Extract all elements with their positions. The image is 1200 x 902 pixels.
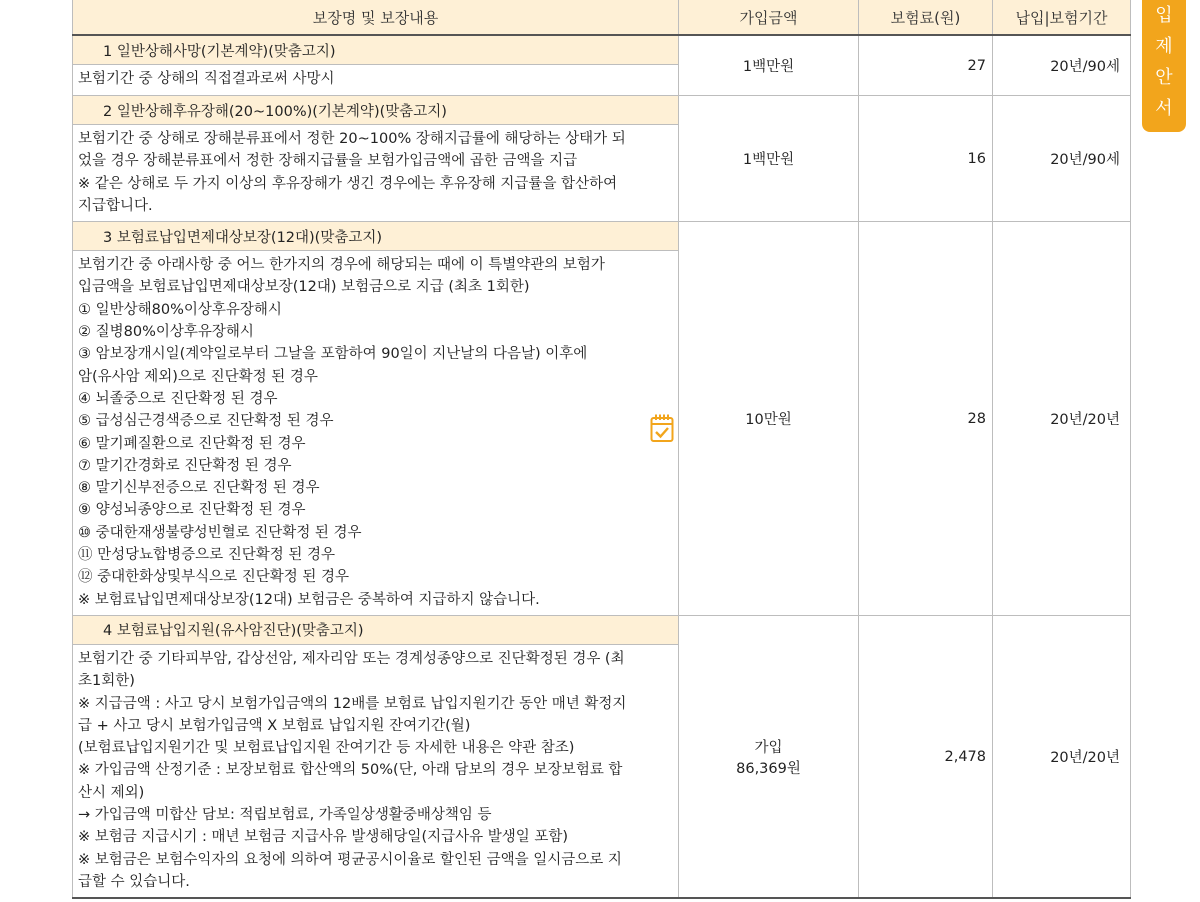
amount-line: 가입 xyxy=(754,739,783,756)
coverage-premium: 16 xyxy=(859,96,993,222)
coverage-title: 2 일반상해후유장해(20~100%)(기본계약)(맞춤고지) xyxy=(73,96,679,125)
table-row xyxy=(73,96,1131,125)
coverage-amount: 10만원 xyxy=(679,222,859,616)
description-line: ⑫ 중대한화상및부식으로 진단확정 된 경우 xyxy=(78,569,350,586)
description-line: 입금액을 보험료납입면제대상보장(12대) 보험금으로 지급 (최초 1회한) xyxy=(78,279,530,296)
description-line: ※ 같은 상해로 두 가지 이상의 후유장해가 생긴 경우에는 후유장해 지급률을 합산하여 xyxy=(78,175,618,192)
coverage-description xyxy=(73,251,679,616)
coverage-title: 3 보험료납입면제대상보장(12대)(맞춤고지) xyxy=(73,222,679,251)
header-coverage-name: 보장명 및 보장내용 xyxy=(73,0,679,35)
coverage-title: 4 보험료납입지원(유사암진단)(맞춤고지) xyxy=(73,615,679,644)
description-line: 보험기간 중 상해로 장해분류표에서 정한 20~100% 장해지급률에 해당하는 상태가 되 xyxy=(78,131,626,147)
description-line: ⑧ 말기신부전증으로 진단확정 된 경우 xyxy=(78,480,320,497)
description-line: ※ 가입금액 산정기준 : 보장보험료 합산액의 50%(단, 아래 담보의 경우 보장보험료 합 xyxy=(78,762,623,779)
side-tab-char: 제 xyxy=(1155,36,1173,57)
description-line: ※ 보험금은 보험수익자의 요청에 의하여 평균공시이율로 할인된 금액을 일시금으로 지 xyxy=(78,851,622,868)
description-line: 초1회한) xyxy=(78,673,135,690)
coverage-description xyxy=(73,644,679,898)
calendar-check-icon[interactable] xyxy=(650,413,674,443)
coverage-amount xyxy=(679,615,859,898)
description-line: (보험료납입지원기간 및 보험료납입지원 잔여기간 등 자세한 내용은 약관 참조) xyxy=(78,740,575,757)
description-line: ⑦ 말기간경화로 진단확정 된 경우 xyxy=(78,457,292,474)
coverage-term: 20년/20년 xyxy=(993,222,1131,616)
description-line: ※ 보험료납입면제대상보장(12대) 보험금은 중복하여 지급하지 않습니다. xyxy=(78,591,540,608)
table-row xyxy=(73,615,1131,644)
coverage-table xyxy=(72,0,1131,899)
description-line: 지급합니다. xyxy=(78,197,153,214)
coverage-description xyxy=(73,125,679,222)
description-line: ③ 암보장개시일(계약일로부터 그날을 포함하여 90일이 지난날의 다음날) 이후에 xyxy=(78,346,588,363)
coverage-term: 20년/90세 xyxy=(993,35,1131,96)
header-amount: 가입금액 xyxy=(679,0,859,35)
description-line: 급할 수 있습니다. xyxy=(78,873,190,890)
description-line: ※ 보험금 지급시기 : 매년 보험금 지급사유 발생해당일(지급사유 발생일 포함) xyxy=(78,829,569,846)
side-tab-char: 안 xyxy=(1155,67,1173,88)
description-line: ⑩ 중대한재생불량성빈혈로 진단확정 된 경우 xyxy=(78,524,362,541)
header-term: 납입|보험기간 xyxy=(993,0,1131,35)
description-line: 었을 경우 장해분류표에서 정한 장해지급률을 보험가입금액에 곱한 금액을 지급 xyxy=(78,153,578,170)
coverage-description xyxy=(73,65,679,96)
description-line: → 가입금액 미합산 담보: 적립보험료, 가족일상생활중배상책임 등 xyxy=(78,807,492,824)
table-header-row xyxy=(73,0,1131,35)
coverage-premium: 28 xyxy=(859,222,993,616)
description-line: 산시 제외) xyxy=(78,784,145,801)
description-line: 보험기간 중 기타피부암, 갑상선암, 제자리암 또는 경계성종양으로 진단확정된 경우 (최 xyxy=(78,650,625,667)
amount-line: 86,369원 xyxy=(736,760,801,777)
coverage-term: 20년/90세 xyxy=(993,96,1131,222)
coverage-amount: 1백만원 xyxy=(679,96,859,222)
description-line: ④ 뇌졸중으로 진단확정 된 경우 xyxy=(78,390,278,407)
header-premium: 보험료(원) xyxy=(859,0,993,35)
coverage-premium: 27 xyxy=(859,35,993,96)
description-line: ② 질병80%이상후유장해시 xyxy=(78,324,254,341)
side-tab-char: 서 xyxy=(1155,98,1173,119)
coverage-title: 1 일반상해사망(기본계약)(맞춤고지) xyxy=(73,35,679,65)
description-line: 암(유사암 제외)으로 진단확정 된 경우 xyxy=(78,368,318,385)
proposal-side-tab[interactable] xyxy=(1142,0,1186,132)
coverage-premium: 2,478 xyxy=(859,615,993,898)
description-line: 보험기간 중 상해의 직접결과로써 사망시 xyxy=(78,71,335,88)
description-line: ⑨ 양성뇌종양으로 진단확정 된 경우 xyxy=(78,502,306,519)
table-row xyxy=(73,35,1131,65)
description-line: ⑥ 말기폐질환으로 진단확정 된 경우 xyxy=(78,435,306,452)
table-row xyxy=(73,222,1131,251)
side-tab-char: 입 xyxy=(1155,5,1173,26)
description-line: 보험기간 중 아래사항 중 어느 한가지의 경우에 해당되는 때에 이 특별약관의 보험가 xyxy=(78,257,605,274)
description-line: ※ 지급금액 : 사고 당시 보험가입금액의 12배를 보험료 납입지원기간 동안 매년 확정지 xyxy=(78,695,627,712)
description-line: ① 일반상해80%이상후유장해시 xyxy=(78,301,282,318)
coverage-amount: 1백만원 xyxy=(679,35,859,96)
coverage-term: 20년/20년 xyxy=(993,615,1131,898)
description-line: ⑤ 급성심근경색증으로 진단확정 된 경우 xyxy=(78,413,334,430)
description-line: 급 + 사고 당시 보험가입금액 X 보험료 납입지원 잔여기간(월) xyxy=(78,717,471,734)
description-line: ⑪ 만성당뇨합병증으로 진단확정 된 경우 xyxy=(78,547,336,564)
